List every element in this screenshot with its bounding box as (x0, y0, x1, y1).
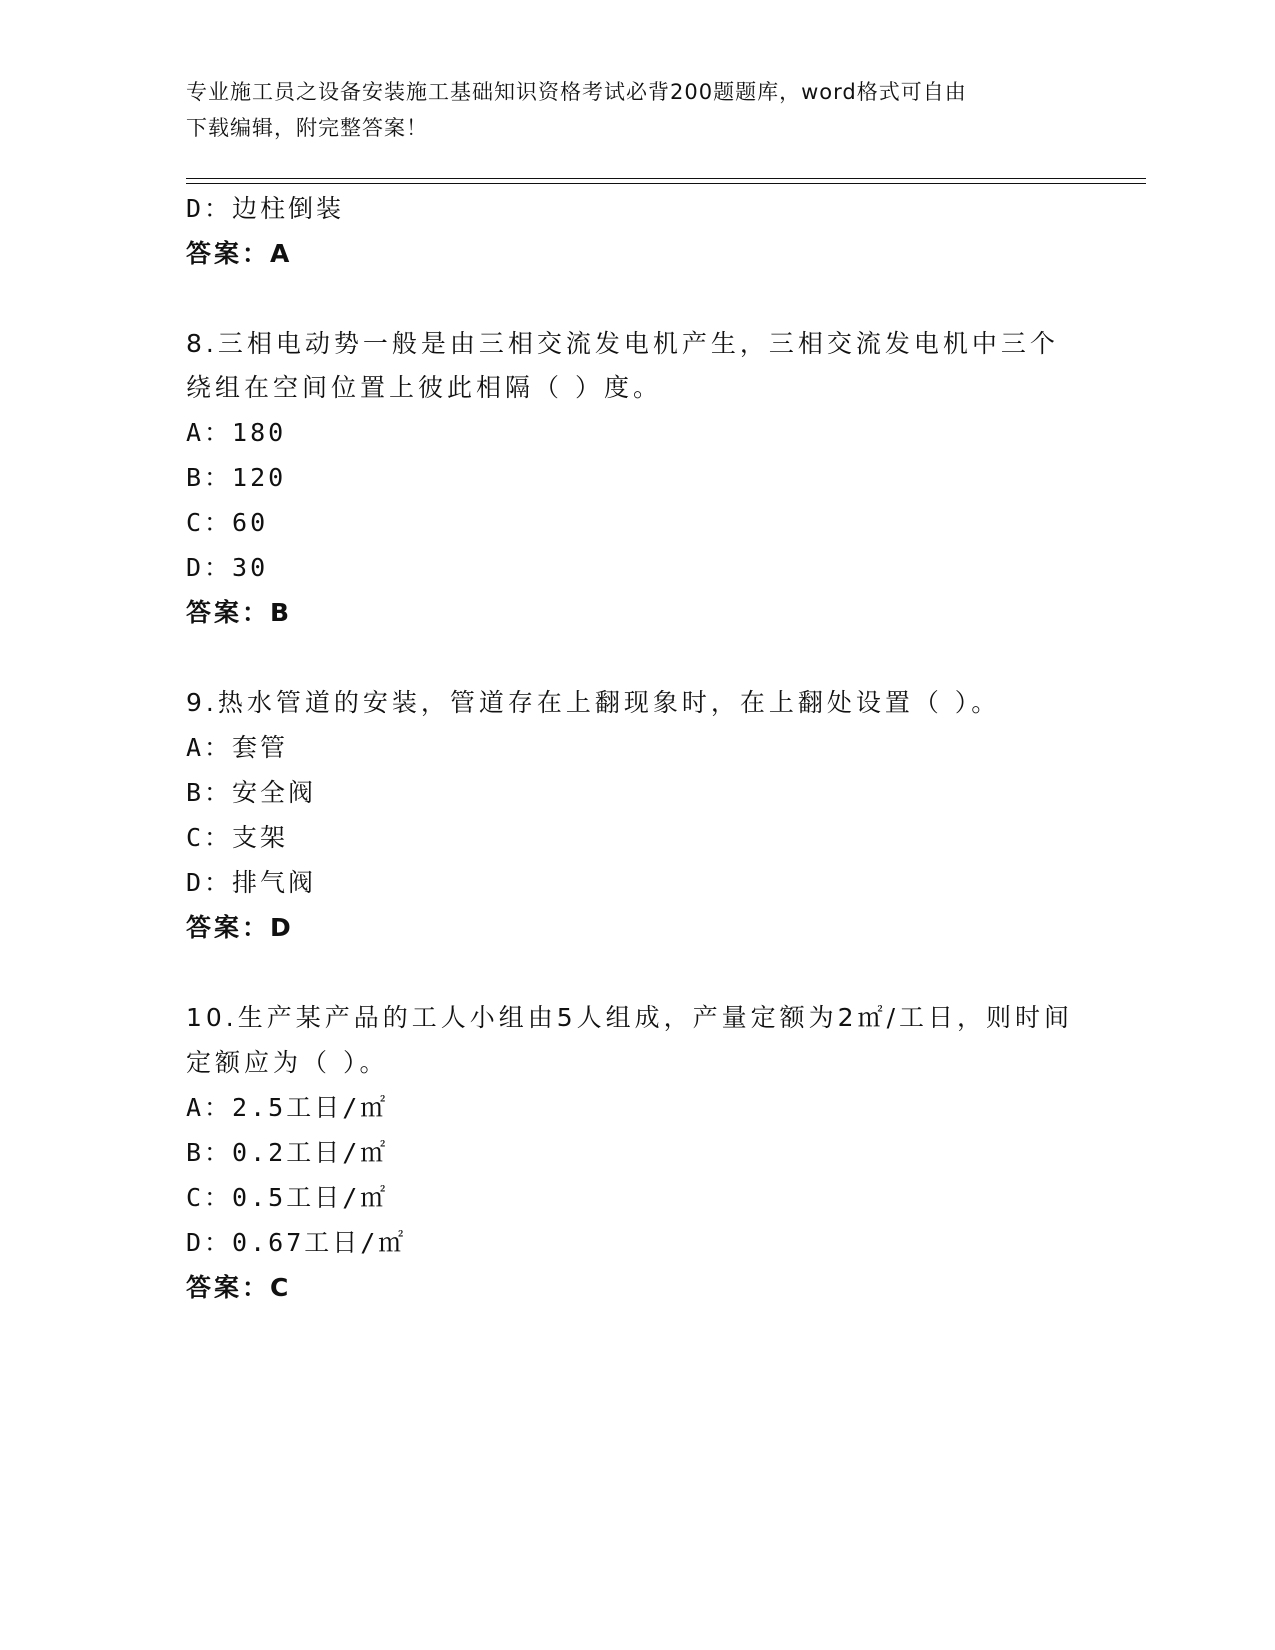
q9-answer: 答案：D (186, 913, 294, 942)
q9-option-a: A：套管 (186, 733, 289, 762)
q8-answer: 答案：B (186, 598, 293, 627)
q8-stem-line-2: 绕组在空间位置上彼此相隔（ ）度。 (186, 373, 662, 402)
q9-stem-line-1: 9.热水管道的安装，管道存在上翻现象时，在上翻处设置（ ）。 (186, 688, 1001, 717)
q8-option-c: C：60 (186, 508, 269, 537)
q9-option-b: B：安全阀 (186, 778, 317, 807)
header-line-1: 专业施工员之设备安装施工基础知识资格考试必背200题题库，word格式可自由 (186, 80, 967, 104)
q10-option-c: C：0.5工日/㎡ (186, 1183, 389, 1212)
q10-option-a: A：2.5工日/㎡ (186, 1093, 389, 1122)
header-divider-top (186, 178, 1146, 179)
q8-option-a: A：180 (186, 418, 287, 447)
q9-option-c: C：支架 (186, 823, 289, 852)
q10-stem-line-1: 10.生产某产品的工人小组由5人组成，产量定额为2㎡/工日，则时间 (186, 1003, 1073, 1032)
q8-stem-line-1: 8.三相电动势一般是由三相交流发电机产生，三相交流发电机中三个 (186, 329, 1059, 358)
q10-stem-line-2: 定额应为（ ）。 (186, 1048, 389, 1077)
q9-option-d: D：排气阀 (186, 868, 317, 897)
prev-option-d: D：边柱倒装 (186, 194, 345, 223)
document-header (186, 74, 1086, 146)
header-divider-bottom (186, 183, 1146, 184)
header-line-2: 下载编辑，附完整答案！ (186, 116, 428, 140)
q10-answer: 答案：C (186, 1273, 292, 1302)
q10-option-b: B：0.2工日/㎡ (186, 1138, 389, 1167)
prev-answer: 答案：A (186, 239, 293, 268)
q8-option-d: D：30 (186, 553, 269, 582)
q10-option-d: D：0.67工日/㎡ (186, 1228, 407, 1257)
q8-option-b: B：120 (186, 463, 287, 492)
